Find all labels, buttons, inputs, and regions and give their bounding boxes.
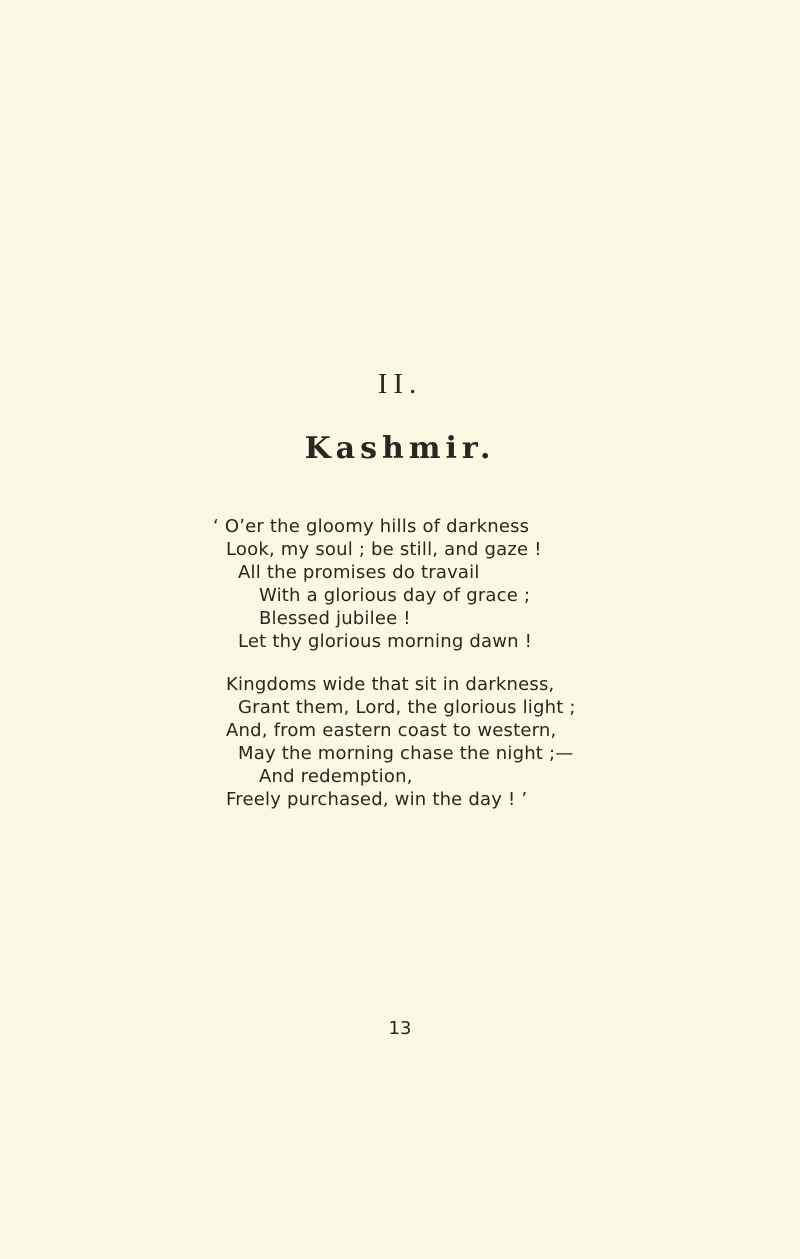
poem-line: Let thy glorious morning dawn ! [238, 631, 533, 652]
poem-line: Freely purchased, win the day ! ’ [226, 789, 528, 810]
section-number: II. [377, 368, 423, 400]
poem-line: Look, my soul ; be still, and gaze ! [226, 539, 542, 560]
poem-line: With a glorious day of grace ; [259, 585, 531, 606]
section-title: Kashmir. [304, 431, 496, 466]
poem-line: All the promises do travail [238, 562, 480, 583]
poem-line: And, from eastern coast to western, [226, 720, 557, 741]
poem-line: May the morning chase the night ;— [238, 743, 574, 764]
page-number: 13 [388, 1018, 412, 1039]
poem-line: Grant them, Lord, the glorious light ; [238, 697, 576, 718]
poem-stanza-1 [0, 515, 800, 653]
poem-line: Blessed jubilee ! [259, 608, 411, 629]
poem-line: And redemption, [259, 766, 413, 787]
poem-line: Kingdoms wide that sit in darkness, [226, 674, 555, 695]
poem-line: ‘ O’er the gloomy hills of darkness [213, 516, 530, 537]
poem-stanza-2 [0, 673, 800, 811]
